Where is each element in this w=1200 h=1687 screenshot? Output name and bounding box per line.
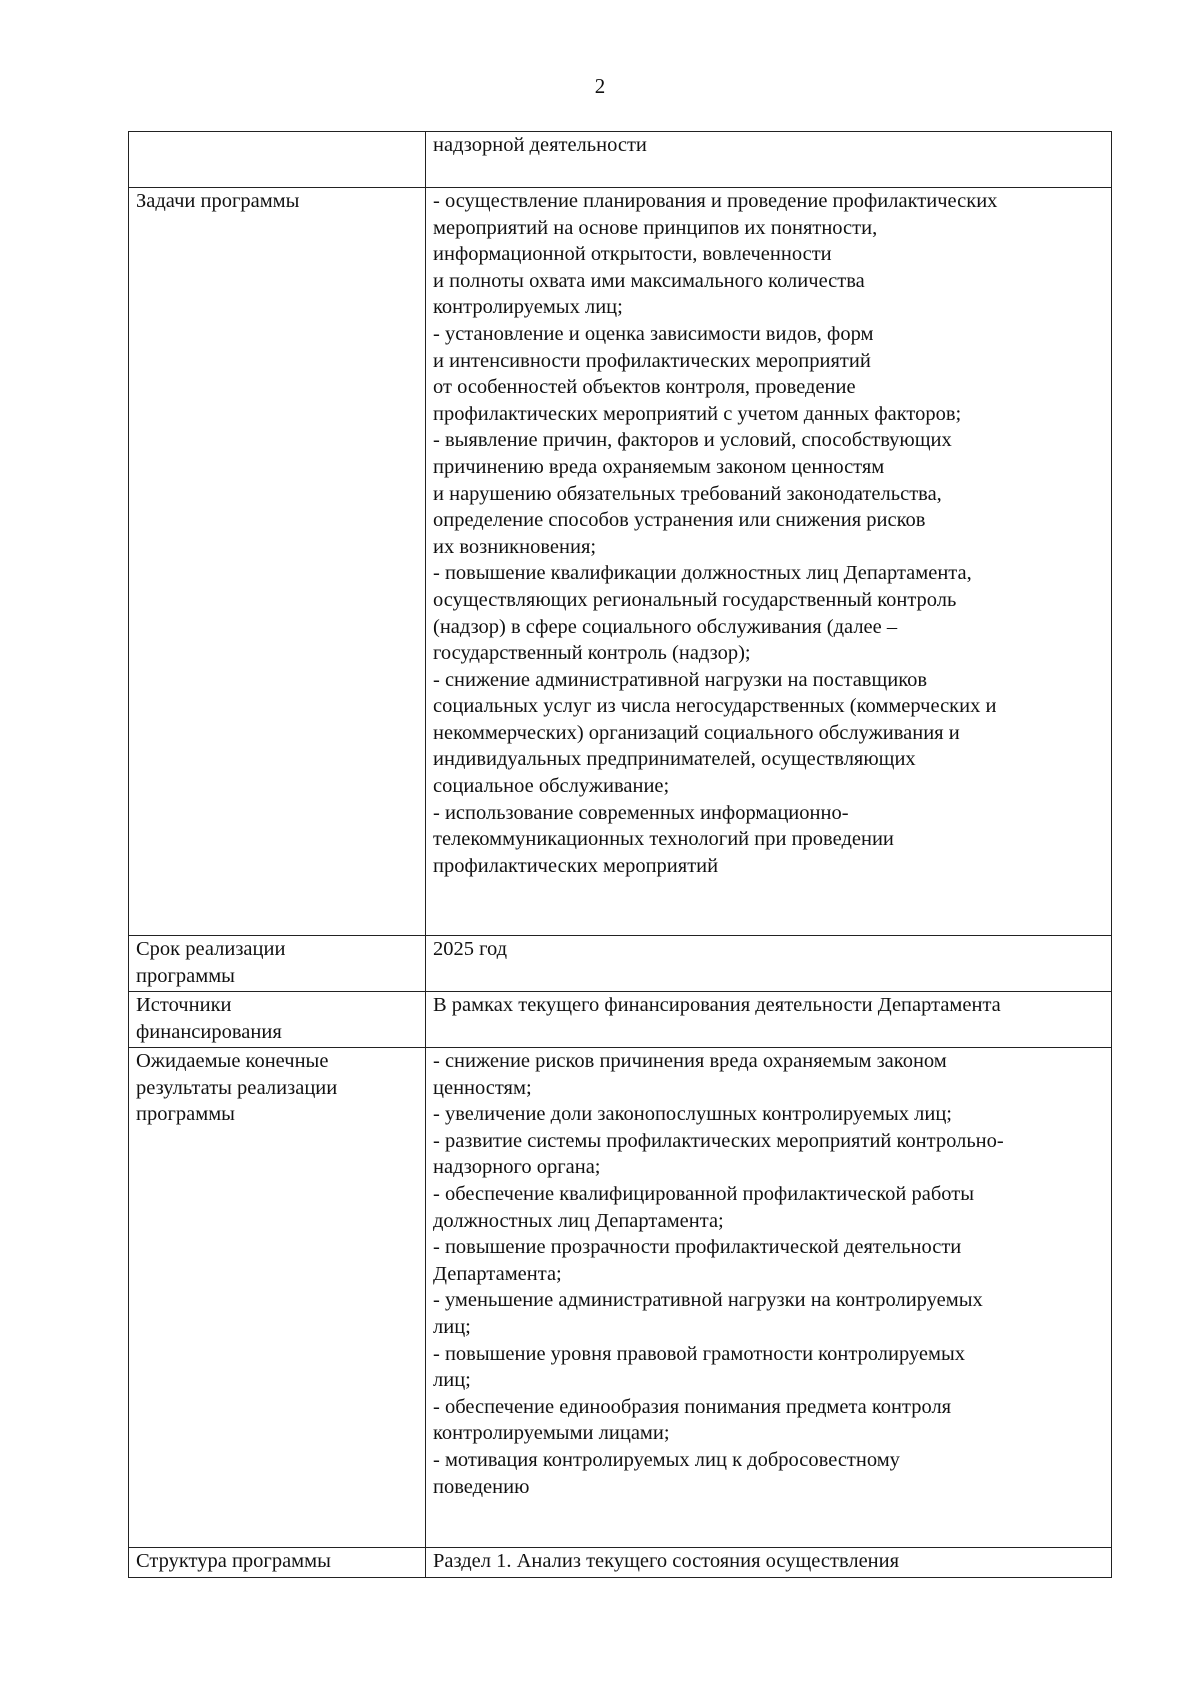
text-line: - выявление причин, факторов и условий, способствующих — [433, 429, 952, 452]
text-line: В рамках текущего финансирования деятельности Департамента — [433, 994, 1001, 1016]
text-line: лиц; — [433, 1369, 471, 1392]
row-label: Источники — [136, 994, 232, 1016]
text-line: - уменьшение административной нагрузки на контролируемых — [433, 1289, 983, 1312]
row-label: Срок реализации — [136, 938, 286, 960]
text-line: контролируемых лиц; — [433, 296, 623, 319]
text-line: - обеспечение квалифицированной профилактической работы — [433, 1182, 974, 1205]
text-line: - снижение административной нагрузки на поставщиков — [433, 668, 928, 691]
text-line: надзорного органа; — [433, 1156, 601, 1179]
text-line: - осуществление планирования и проведение профилактических — [433, 190, 998, 212]
text-line: определение способов устранения или снижения рисков — [433, 509, 926, 532]
text-line: лиц; — [433, 1315, 471, 1338]
text-line: - мотивация контролируемых лиц к добросовестному — [433, 1448, 900, 1471]
row-content-cell — [426, 936, 1112, 992]
text-line: (надзор) в сфере социального обслуживания (далее – — [433, 615, 898, 638]
row-content-cell — [426, 132, 1112, 188]
program-passport-table — [128, 131, 1112, 1578]
text-line: - повышение прозрачности профилактической деятельности — [433, 1236, 962, 1259]
text-line: мероприятий на основе принципов их понятности, — [433, 216, 878, 239]
text-line: должностных лиц Департамента; — [433, 1209, 724, 1232]
text-line: и интенсивности профилактических мероприятий — [433, 349, 871, 372]
table-row — [129, 1548, 1112, 1578]
row-label-cell — [129, 992, 426, 1048]
text-line: - развитие системы профилактических мероприятий контрольно- — [433, 1129, 1004, 1152]
table-row — [129, 132, 1112, 188]
row-label: Структура программы — [136, 1550, 331, 1572]
table-row — [129, 936, 1112, 992]
text-line: информационной открытости, вовлеченности — [433, 243, 832, 266]
text-line: индивидуальных предпринимателей, осуществляющих — [433, 748, 916, 771]
table-row — [129, 188, 1112, 936]
text-line: от особенностей объектов контроля, проведение — [433, 376, 856, 399]
row-label: Ожидаемые конечные — [136, 1050, 329, 1072]
text-line: социальное обслуживание; — [433, 775, 670, 798]
text-line: и нарушению обязательных требований законодательства, — [433, 482, 942, 505]
text-line: надзорной деятельности — [433, 134, 647, 156]
row-label: программы — [136, 964, 235, 987]
text-line: ценностям; — [433, 1076, 532, 1099]
text-line: Департамента; — [433, 1262, 562, 1285]
row-content-cell — [426, 188, 1112, 936]
text-line: государственный контроль (надзор); — [433, 642, 751, 665]
row-label-cell — [129, 132, 426, 188]
text-line: 2025 год — [433, 938, 508, 960]
text-line: их возникновения; — [433, 535, 597, 558]
text-line: - увеличение доли законопослушных контролируемых лиц; — [433, 1103, 952, 1126]
text-line: - повышение уровня правовой грамотности контролируемых — [433, 1342, 966, 1365]
text-line: телекоммуникационных технологий при проведении — [433, 828, 894, 851]
row-content-cell — [426, 1548, 1112, 1578]
page-number: 2 — [594, 74, 606, 98]
text-line: - снижение рисков причинения вреда охраняемым законом — [433, 1050, 947, 1072]
text-line: причинению вреда охраняемым законом ценностям — [433, 455, 885, 478]
row-label: Задачи программы — [136, 190, 300, 212]
text-line: Раздел 1. Анализ текущего состояния осуществления — [433, 1550, 900, 1572]
text-line: поведению — [433, 1475, 530, 1498]
table-row — [129, 1048, 1112, 1548]
text-line: и полноты охвата ими максимального количества — [433, 269, 865, 292]
row-content-cell — [426, 992, 1112, 1048]
table-row — [129, 992, 1112, 1048]
text-line: профилактических мероприятий с учетом данных факторов; — [433, 402, 962, 425]
text-line: - обеспечение единообразия понимания предмета контроля — [433, 1395, 952, 1418]
row-label-cell — [129, 936, 426, 992]
text-line: - использование современных информационно- — [433, 801, 849, 824]
text-line: - установление и оценка зависимости видов, форм — [433, 322, 874, 345]
text-line: контролируемыми лицами; — [433, 1422, 670, 1445]
text-line: профилактических мероприятий — [433, 854, 719, 877]
row-label-cell — [129, 1548, 426, 1578]
row-label: результаты реализации — [136, 1076, 338, 1099]
text-line: - повышение квалификации должностных лиц Департамента, — [433, 562, 972, 585]
row-label: программы — [136, 1103, 235, 1126]
row-label-cell — [129, 1048, 426, 1548]
text-line: осуществляющих региональный государственный контроль — [433, 588, 957, 611]
text-line: социальных услуг из числа негосударственных (коммерческих и — [433, 695, 997, 718]
row-content-cell — [426, 1048, 1112, 1548]
row-label-cell — [129, 188, 426, 936]
text-line: некоммерческих) организаций социального обслуживания и — [433, 721, 960, 744]
row-label: финансирования — [136, 1020, 282, 1043]
